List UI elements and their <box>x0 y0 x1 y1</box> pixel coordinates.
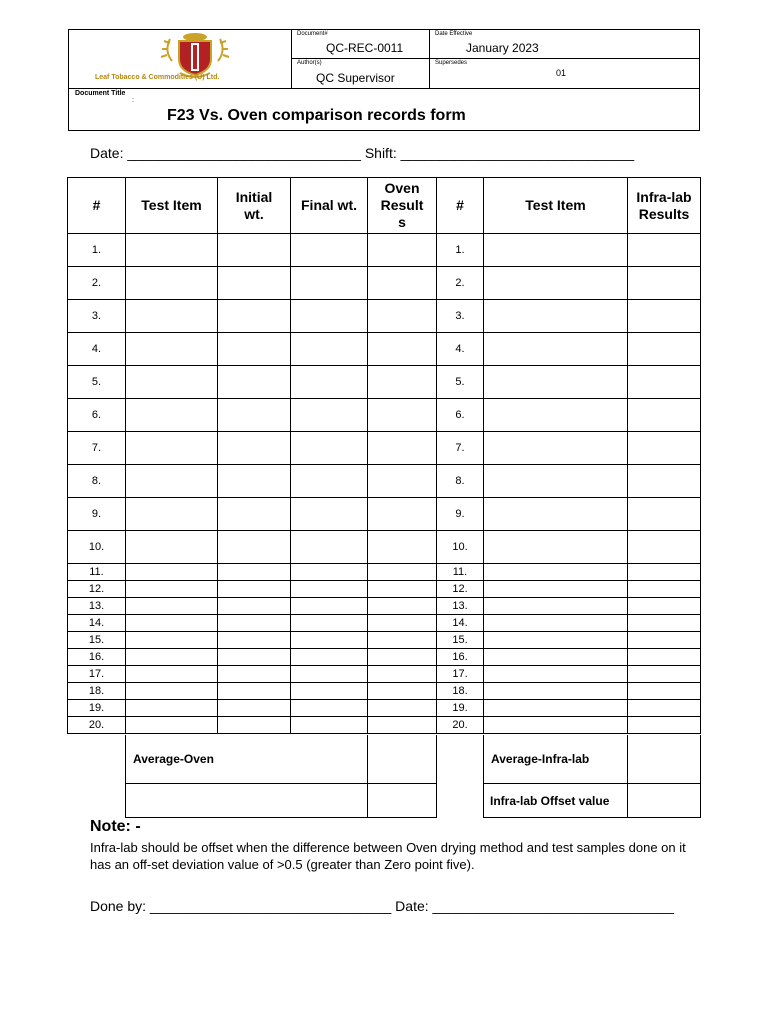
table-row <box>68 615 701 632</box>
table-row <box>68 300 701 333</box>
final-wt-cell[interactable] <box>291 649 368 666</box>
row-number-right: 2. <box>437 267 484 300</box>
row-number-left: 17. <box>68 666 126 683</box>
average-infra-label: Average-Infra-lab <box>491 752 590 766</box>
document-title-colon: : <box>132 97 134 104</box>
row-number-left: 13. <box>68 598 126 615</box>
test-item-right-cell[interactable] <box>484 598 628 615</box>
row-number-left: 6. <box>68 399 126 432</box>
infra-lab-results-cell[interactable] <box>628 300 701 333</box>
oven-results-cell[interactable] <box>368 683 437 700</box>
test-item-cell[interactable] <box>126 333 218 366</box>
average-oven-label-cell <box>125 735 368 784</box>
row-number-right: 16. <box>437 649 484 666</box>
test-item-cell[interactable] <box>126 234 218 267</box>
initial-wt-cell[interactable] <box>218 531 291 564</box>
date-shift-line: Date: ______________________________ Shift: ______________________________ <box>90 145 635 161</box>
row-number-left: 14. <box>68 615 126 632</box>
header-test-item-right: Test Item <box>484 178 628 234</box>
initial-wt-cell[interactable] <box>218 666 291 683</box>
oven-results-cell[interactable] <box>368 564 437 581</box>
note-text: Infra-lab should be offset when the difference between Oven drying method and test samples done on it has an off-set deviation value of >0.5 (greater than Zero point five). <box>90 840 686 872</box>
infra-offset-label: Infra-lab Offset value <box>490 794 610 808</box>
test-item-right-cell[interactable] <box>484 432 628 465</box>
row-number-right: 11. <box>437 564 484 581</box>
test-item-right-cell[interactable] <box>484 615 628 632</box>
infra-lab-results-cell[interactable] <box>628 717 701 734</box>
test-item-right-cell[interactable] <box>484 581 628 598</box>
header-initial-wt <box>218 178 291 234</box>
oven-results-cell[interactable] <box>368 615 437 632</box>
document-number-label: Document# <box>297 31 328 37</box>
row-number-left: 16. <box>68 649 126 666</box>
infra-lab-results-cell[interactable] <box>628 700 701 717</box>
table-row <box>68 666 701 683</box>
test-item-right-cell[interactable] <box>484 649 628 666</box>
author-cell <box>291 59 429 88</box>
row-number-left: 12. <box>68 581 126 598</box>
test-item-right-cell[interactable] <box>484 333 628 366</box>
initial-wt-cell[interactable] <box>218 300 291 333</box>
header-oven-line-2: Result <box>380 197 424 213</box>
document-title: F23 Vs. Oven comparison records form <box>167 107 466 124</box>
initial-wt-cell[interactable] <box>218 700 291 717</box>
row-number-right: 15. <box>437 632 484 649</box>
infra-lab-results-cell[interactable] <box>628 465 701 498</box>
infra-lab-results-cell[interactable] <box>628 649 701 666</box>
table-row <box>68 333 701 366</box>
row-number-left: 20. <box>68 717 126 734</box>
test-item-right-cell[interactable] <box>484 465 628 498</box>
row-number-right: 19. <box>437 700 484 717</box>
note-heading: Note: - <box>90 818 141 835</box>
test-item-right-cell[interactable] <box>484 632 628 649</box>
final-wt-cell[interactable] <box>291 531 368 564</box>
initial-wt-cell[interactable] <box>218 399 291 432</box>
initial-wt-cell[interactable] <box>218 598 291 615</box>
infra-lab-results-cell[interactable] <box>628 333 701 366</box>
average-oven-label: Average-Oven <box>133 752 214 766</box>
test-item-cell[interactable] <box>126 267 218 300</box>
oven-results-cell[interactable] <box>368 581 437 598</box>
done-by-line: Done by: _______________________________ Date: _______________________________ <box>90 898 674 914</box>
final-wt-cell[interactable] <box>291 717 368 734</box>
oven-results-cell[interactable] <box>368 649 437 666</box>
infra-offset-value[interactable] <box>627 783 701 818</box>
row-number-right: 4. <box>437 333 484 366</box>
table-row <box>68 598 701 615</box>
document-title-row <box>69 88 699 131</box>
final-wt-cell[interactable] <box>291 498 368 531</box>
table-row <box>68 432 701 465</box>
initial-wt-cell[interactable] <box>218 333 291 366</box>
table-row <box>68 531 701 564</box>
infra-lab-results-cell[interactable] <box>628 564 701 581</box>
oven-results-cell[interactable] <box>368 234 437 267</box>
row-number-left: 1. <box>68 234 126 267</box>
test-item-cell[interactable] <box>126 498 218 531</box>
row-number-left: 5. <box>68 366 126 399</box>
final-wt-cell[interactable] <box>291 432 368 465</box>
final-wt-cell[interactable] <box>291 234 368 267</box>
table-row <box>68 465 701 498</box>
initial-wt-cell[interactable] <box>218 649 291 666</box>
final-wt-cell[interactable] <box>291 267 368 300</box>
row-number-right: 8. <box>437 465 484 498</box>
initial-wt-cell[interactable] <box>218 432 291 465</box>
header-oven-results <box>368 178 437 234</box>
test-item-right-cell[interactable] <box>484 666 628 683</box>
test-item-right-cell[interactable] <box>484 531 628 564</box>
row-number-right: 5. <box>437 366 484 399</box>
final-wt-cell[interactable] <box>291 399 368 432</box>
header-initial-line-2: wt. <box>244 205 264 222</box>
test-item-right-cell[interactable] <box>484 300 628 333</box>
date-effective-cell <box>429 30 699 59</box>
date-effective: January 2023 <box>466 41 539 55</box>
header-final-wt: Final wt. <box>291 178 368 234</box>
row-number-left: 11. <box>68 564 126 581</box>
authors-label: Author(s) <box>297 60 322 66</box>
initial-wt-cell[interactable] <box>218 632 291 649</box>
oven-results-cell[interactable] <box>368 366 437 399</box>
test-item-cell[interactable] <box>126 564 218 581</box>
table-row <box>68 717 701 734</box>
oven-results-cell[interactable] <box>368 300 437 333</box>
test-item-cell[interactable] <box>126 632 218 649</box>
table-row <box>68 564 701 581</box>
final-wt-cell[interactable] <box>291 333 368 366</box>
oven-results-cell[interactable] <box>368 399 437 432</box>
test-item-cell[interactable] <box>126 700 218 717</box>
company-name: Leaf Tobacco & Commodities (U) Ltd. <box>95 74 220 81</box>
final-wt-cell[interactable] <box>291 598 368 615</box>
initial-wt-cell[interactable] <box>218 498 291 531</box>
initial-wt-cell[interactable] <box>218 267 291 300</box>
initial-wt-cell[interactable] <box>218 683 291 700</box>
row-number-left: 19. <box>68 700 126 717</box>
row-number-left: 7. <box>68 432 126 465</box>
header-initial-line-1: Initial <box>235 188 273 205</box>
infra-lab-results-cell[interactable] <box>628 598 701 615</box>
final-wt-cell[interactable] <box>291 683 368 700</box>
test-item-cell[interactable] <box>126 615 218 632</box>
average-infra-value[interactable] <box>627 735 701 784</box>
oven-results-cell[interactable] <box>368 498 437 531</box>
initial-wt-cell[interactable] <box>218 581 291 598</box>
row-number-left: 9. <box>68 498 126 531</box>
infra-lab-results-cell[interactable] <box>628 666 701 683</box>
infra-lab-results-cell[interactable] <box>628 615 701 632</box>
date-effective-label: Date Effective <box>435 31 473 37</box>
infra-lab-results-cell[interactable] <box>628 683 701 700</box>
oven-results-cell[interactable] <box>368 267 437 300</box>
row-number-left: 4. <box>68 333 126 366</box>
row-number-right: 1. <box>437 234 484 267</box>
final-wt-cell[interactable] <box>291 300 368 333</box>
table-row <box>68 683 701 700</box>
test-item-right-cell[interactable] <box>484 717 628 734</box>
document-number-cell <box>291 30 429 59</box>
test-item-cell[interactable] <box>126 300 218 333</box>
final-wt-cell[interactable] <box>291 465 368 498</box>
row-number-left: 2. <box>68 267 126 300</box>
infra-lab-results-cell[interactable] <box>628 432 701 465</box>
test-item-right-cell[interactable] <box>484 399 628 432</box>
test-item-cell[interactable] <box>126 666 218 683</box>
final-wt-cell[interactable] <box>291 632 368 649</box>
row-number-left: 8. <box>68 465 126 498</box>
initial-wt-cell[interactable] <box>218 234 291 267</box>
row-number-right: 9. <box>437 498 484 531</box>
infra-lab-results-cell[interactable] <box>628 531 701 564</box>
test-item-right-cell[interactable] <box>484 234 628 267</box>
test-item-right-cell[interactable] <box>484 564 628 581</box>
table-header-row <box>68 178 701 234</box>
test-item-cell[interactable] <box>126 432 218 465</box>
test-item-cell[interactable] <box>126 399 218 432</box>
row-number-left: 15. <box>68 632 126 649</box>
table-row <box>68 366 701 399</box>
average-infra-label-cell <box>483 735 628 784</box>
header-oven-line-3: s <box>398 214 406 230</box>
table-row <box>68 649 701 666</box>
infra-offset-label-cell <box>483 783 628 818</box>
average-oven-blank-cell <box>125 783 368 818</box>
header-oven-line-1: Oven <box>384 180 420 196</box>
row-number-left: 10. <box>68 531 126 564</box>
row-number-left: 3. <box>68 300 126 333</box>
row-number-right: 12. <box>437 581 484 598</box>
oven-results-cell[interactable] <box>368 700 437 717</box>
final-wt-cell[interactable] <box>291 564 368 581</box>
oven-results-cell[interactable] <box>368 531 437 564</box>
test-item-right-cell[interactable] <box>484 700 628 717</box>
initial-wt-cell[interactable] <box>218 717 291 734</box>
document-title-label: Document Title <box>75 90 126 97</box>
oven-results-cell[interactable] <box>368 333 437 366</box>
test-item-cell[interactable] <box>126 717 218 734</box>
infra-lab-results-cell[interactable] <box>628 234 701 267</box>
row-number-right: 6. <box>437 399 484 432</box>
row-number-right: 14. <box>437 615 484 632</box>
row-number-right: 3. <box>437 300 484 333</box>
oven-results-cell[interactable] <box>368 432 437 465</box>
test-item-cell[interactable] <box>126 465 218 498</box>
table-row <box>68 632 701 649</box>
oven-results-cell[interactable] <box>368 465 437 498</box>
initial-wt-cell[interactable] <box>218 465 291 498</box>
infra-lab-results-cell[interactable] <box>628 366 701 399</box>
oven-results-cell[interactable] <box>368 598 437 615</box>
oven-results-cell[interactable] <box>368 717 437 734</box>
header-infra-line-1: Infra-lab <box>636 188 692 205</box>
table-row <box>68 581 701 598</box>
test-item-cell[interactable] <box>126 366 218 399</box>
final-wt-cell[interactable] <box>291 700 368 717</box>
average-oven-value[interactable] <box>367 735 437 784</box>
test-item-right-cell[interactable] <box>484 366 628 399</box>
header-test-item-left: Test Item <box>126 178 218 234</box>
row-number-right: 17. <box>437 666 484 683</box>
average-oven-blank-value[interactable] <box>367 783 437 818</box>
supersedes-value: 01 <box>556 68 567 78</box>
final-wt-cell[interactable] <box>291 666 368 683</box>
infra-lab-results-cell[interactable] <box>628 399 701 432</box>
infra-lab-results-cell[interactable] <box>628 267 701 300</box>
final-wt-cell[interactable] <box>291 581 368 598</box>
final-wt-cell[interactable] <box>291 615 368 632</box>
test-item-cell[interactable] <box>126 649 218 666</box>
infra-lab-results-cell[interactable] <box>628 498 701 531</box>
table-row <box>68 498 701 531</box>
supersedes-cell <box>429 59 699 88</box>
test-item-right-cell[interactable] <box>484 498 628 531</box>
records-table <box>67 177 701 734</box>
table-row <box>68 267 701 300</box>
header-number-right: # <box>437 178 484 234</box>
test-item-cell[interactable] <box>126 598 218 615</box>
row-number-right: 13. <box>437 598 484 615</box>
row-number-left: 18. <box>68 683 126 700</box>
final-wt-cell[interactable] <box>291 366 368 399</box>
infra-lab-results-cell[interactable] <box>628 581 701 598</box>
initial-wt-cell[interactable] <box>218 366 291 399</box>
initial-wt-cell[interactable] <box>218 615 291 632</box>
header-infra-lab-results <box>628 178 701 234</box>
row-number-right: 20. <box>437 717 484 734</box>
row-number-right: 18. <box>437 683 484 700</box>
infra-lab-results-cell[interactable] <box>628 632 701 649</box>
test-item-cell[interactable] <box>126 531 218 564</box>
table-row <box>68 234 701 267</box>
test-item-right-cell[interactable] <box>484 683 628 700</box>
test-item-cell[interactable] <box>126 683 218 700</box>
oven-results-cell[interactable] <box>368 632 437 649</box>
supersedes-label: Supersedes <box>435 60 468 66</box>
test-item-cell[interactable] <box>126 581 218 598</box>
header-infra-line-2: Results <box>638 205 690 222</box>
row-number-right: 7. <box>437 432 484 465</box>
row-number-right: 10. <box>437 531 484 564</box>
author: QC Supervisor <box>316 71 395 85</box>
header-number-left: # <box>68 178 126 234</box>
table-row <box>68 700 701 717</box>
oven-results-cell[interactable] <box>368 666 437 683</box>
table-row <box>68 399 701 432</box>
document-number: QC-REC-0011 <box>326 41 404 55</box>
test-item-right-cell[interactable] <box>484 267 628 300</box>
initial-wt-cell[interactable] <box>218 564 291 581</box>
